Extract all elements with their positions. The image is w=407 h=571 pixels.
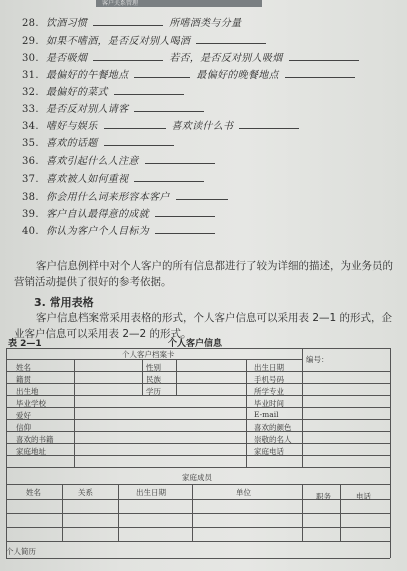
family-header: 职务: [316, 492, 331, 501]
running-header: 客户关系管理: [96, 0, 262, 7]
paragraph-tables: 客户信息档案常采用表格的形式，个人客户信息可以采用表 2—1 的形式，企业客户信息可以采用表 2—2 的形式。: [14, 312, 393, 340]
question-item: 30. 是否吸烟 若否，是否反对别人吸烟: [22, 49, 359, 64]
question-item: 37. 喜欢被人如何重视: [22, 170, 210, 185]
table-label: 籍贯: [16, 375, 31, 384]
table-title: 个人客户信息: [168, 339, 223, 349]
table-label: 学历: [146, 387, 161, 396]
number-label: 编号：: [306, 355, 329, 364]
table-label: 信仰: [16, 423, 31, 432]
question-item: 33. 是否反对别人请客: [22, 100, 210, 115]
table-label: 性别: [146, 363, 161, 372]
question-item: 28. 饮酒习惯 所嗜酒类与分量: [22, 18, 242, 29]
table-label: 所学专业: [254, 387, 284, 396]
resume-label: 个人简历: [6, 547, 36, 556]
table-label: 崇敬的名人: [254, 435, 292, 444]
table-label: 毕业时间: [254, 399, 284, 408]
card-title: 个人客户档案卡: [122, 350, 175, 359]
table-label: 喜欢的书籍: [16, 435, 54, 444]
table-label: 出生日期: [254, 363, 284, 372]
question-item: 40. 你认为客户个人目标为: [22, 222, 221, 237]
customer-info-table: [6, 348, 390, 560]
family-header: 电话: [356, 492, 371, 501]
question-item: 35. 喜欢的话题: [22, 134, 180, 149]
family-header: 单位: [236, 488, 251, 497]
table-label: 喜欢的颜色: [254, 423, 292, 432]
question-item: 29. 如果不嗜酒，是否反对别人喝酒: [22, 32, 272, 47]
table-label: 民族: [146, 375, 161, 384]
family-title: 家庭成员: [182, 473, 212, 482]
table-label: 毕业学校: [16, 399, 46, 408]
section-heading: 3. 常用表格: [34, 296, 94, 309]
table-label: 出生地: [16, 387, 39, 396]
table-label: 手机号码: [254, 375, 284, 384]
paragraph-summary: 客户信息例样中对个人客户的所有信息都进行了较为详细的描述，为业务员的营销活动提供了很好的参考依据。: [14, 260, 393, 288]
table-label: E-mail: [254, 410, 279, 419]
question-item: 39. 客户自认最得意的成就: [22, 205, 221, 220]
question-item: 31. 最偏好的午餐地点 最偏好的晚餐地点: [22, 66, 355, 81]
question-item: 36. 喜欢引起什么人注意: [22, 152, 221, 167]
table-label: 爱好: [16, 411, 31, 420]
family-header: 出生日期: [136, 488, 166, 497]
table-number: 表 2—1: [8, 339, 42, 349]
family-header: 关系: [78, 488, 93, 497]
table-label: 家庭电话: [254, 447, 284, 456]
question-item: 32. 最偏好的菜式: [22, 83, 190, 98]
table-label: 姓名: [16, 363, 31, 372]
question-item: 34. 嗜好与娱乐 喜欢读什么书: [22, 117, 299, 132]
table-label: 家庭地址: [16, 447, 46, 456]
question-item: 38. 你会用什么词来形容本客户: [22, 188, 234, 203]
family-header: 姓名: [26, 488, 41, 497]
